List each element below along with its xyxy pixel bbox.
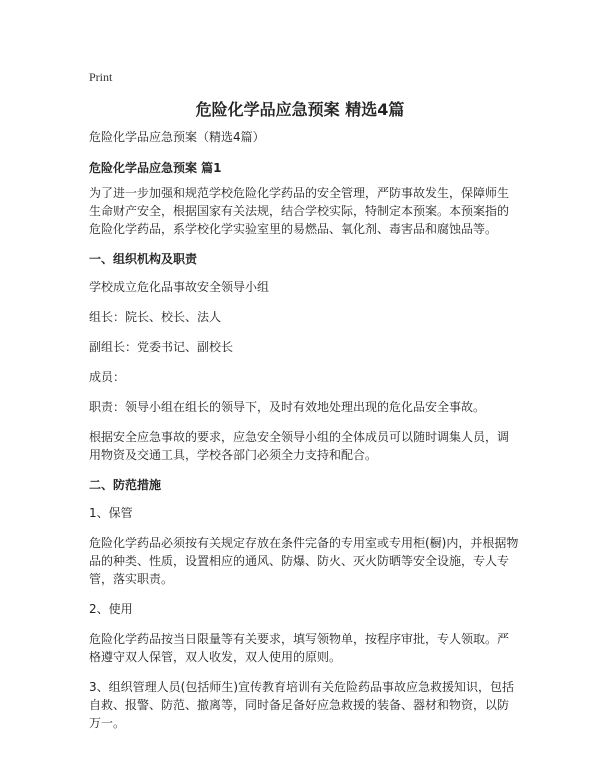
leader-line: 组长：院长、校长、法人 (89, 310, 222, 324)
heading-organization: 一、组织机构及职责 (89, 252, 198, 266)
item1-paragraph: 危险化学药品必须按有关规定存放在条件完备的专用室或专用柜(橱)内，并根据物品的种类、性质，设置相应的通风、防爆、防火、灭火防晒等安全设施，专人专管，落实职责。 (89, 536, 519, 586)
heading-prevention: 二、防范措施 (89, 478, 162, 492)
item2-title: 2、使用 (89, 602, 133, 616)
duty-detail-paragraph: 根据安全应急事故的要求，应急安全领导小组的全体成员可以随时调集人员，调用物资及交通工具，学校各部门必须全力支持和配合。 (89, 430, 510, 462)
section-heading: 危险化学品应急预案 篇1 (89, 161, 222, 175)
duty-line: 职责：领导小组在组长的领导下，及时有效地处理出现的危化品安全事故。 (89, 400, 486, 414)
print-link[interactable]: Print (89, 70, 113, 84)
vice-leader-line: 副组长：党委书记、副校长 (89, 340, 234, 354)
page-title: 危险化学品应急预案 精选4篇 (195, 100, 405, 119)
document-subtitle: 危险化学品应急预案（精选4篇） (89, 130, 265, 144)
members-line: 成员： (89, 370, 126, 384)
item3-paragraph: 3、组织管理人员(包括师生)宣传教育培训有关危险药品事故应急救援知识，包括自救、报警、防范、撤离等，同时备足备好应急救援的装备、器材和物资，以防万一。 (89, 680, 515, 730)
document-body (89, 128, 519, 744)
intro-paragraph: 为了进一步加强和规范学校危险化学药品的安全管理，严防事故发生，保障师生生命财产安全，根据国家有关法规，结合学校实际，特制定本预案。本预案指的危险化学药品，系学校化学实验室里的易燃品、氧化剂、毒害品和腐蚀品等。 (89, 186, 510, 236)
org-line: 学校成立危化品事故安全领导小组 (89, 280, 270, 294)
item1-title: 1、保管 (89, 506, 133, 520)
item2-paragraph: 危险化学药品按当日限量等有关要求，填写领物单，按程序审批，专人领取。严格遵守双人保管，双人收发，双人使用的原则。 (89, 632, 510, 664)
